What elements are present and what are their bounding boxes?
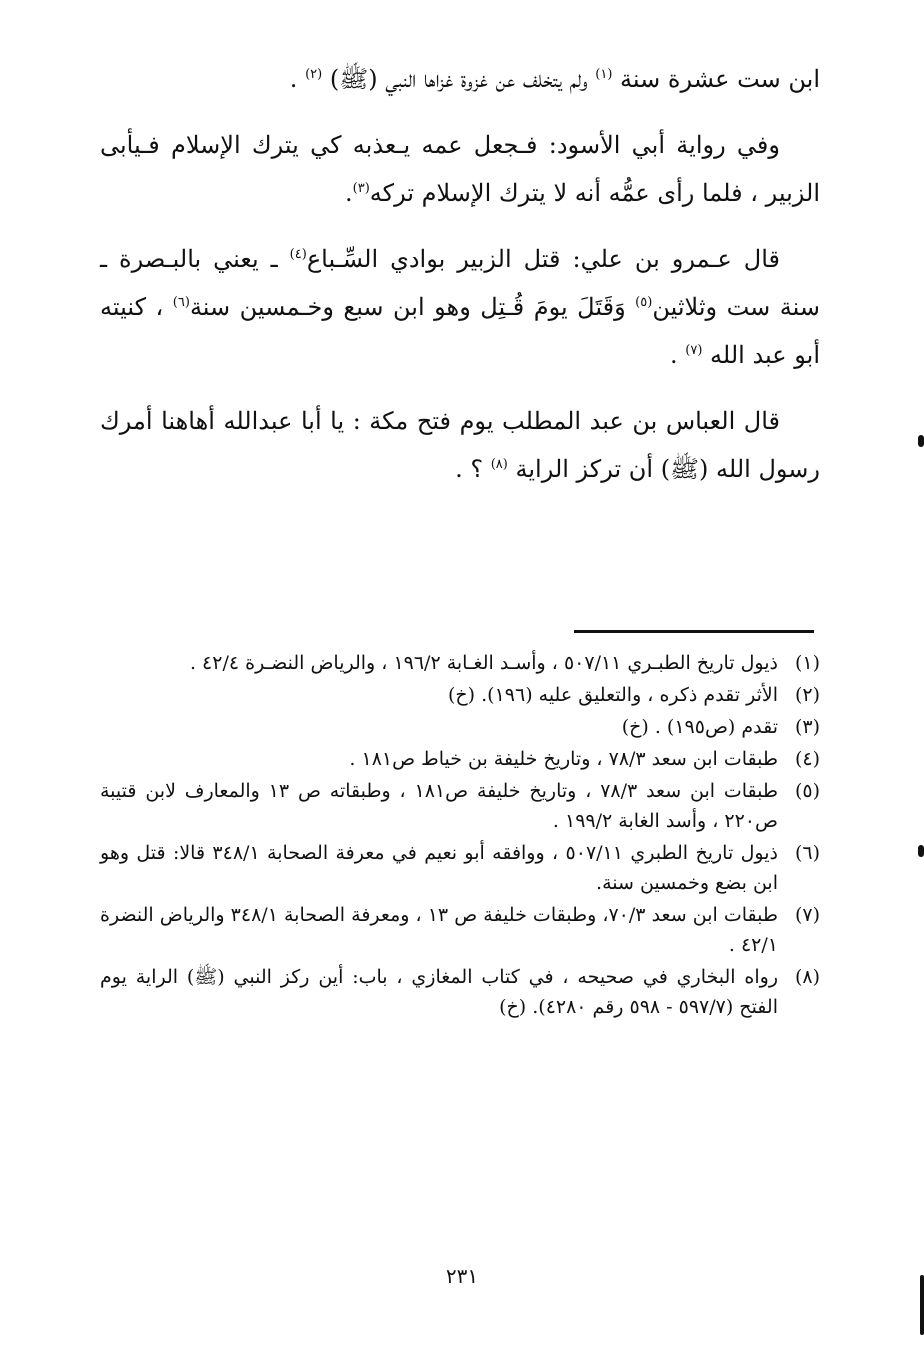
footnote-number: (٦) (794, 842, 820, 864)
footnote-number: (١) (794, 652, 820, 674)
footnote-text: ذيول تاريخ الطبري ٥٠٧/١١ ، ووافقه أبو نعيم في معرفة الصحابة ٣٤٨/١ قالا: قتل وهو ابن بضع وخمسين سنة. (100, 842, 778, 894)
footnote-ref-2[interactable]: (٢) (305, 67, 323, 82)
footnote-text: طبقات ابن سعد ٧٨/٣ ، وتاريخ خليفة بن خياط ص١٨١ . (349, 748, 778, 770)
footnote-7 (100, 900, 820, 960)
footnote-number: (٥) (794, 780, 820, 802)
footnote-5 (100, 776, 820, 836)
footnotes-section (100, 648, 820, 1024)
footnote-2 (100, 680, 820, 710)
footnote-4 (100, 744, 820, 774)
footnote-ref-4[interactable]: (٤) (289, 247, 307, 262)
footnote-8 (100, 962, 820, 1022)
footnote-ref-8[interactable]: (٨) (490, 457, 508, 472)
footnote-number: (٣) (794, 716, 820, 738)
footnote-text: الأثر تقدم ذكره ، والتعليق عليه (١٩٦). (خ) (447, 684, 778, 706)
footnote-1 (100, 648, 820, 678)
footnote-ref-6[interactable]: (٦) (172, 295, 190, 310)
footnote-number: (٧) (794, 904, 820, 926)
paragraph-1: ابن ست عشرة سنة $^{(١)}$ ولم يتخلف عن غزوة غزاها النبي (ﷺ) $^{(٢)}$ . (289, 65, 820, 93)
footnote-text: طبقات ابن سعد ٧٨/٣ ، وتاريخ خليفة ص١٨١ ، وطبقاته ص ١٣ والمعارف لابن قتيبة ص٢٢٠ ، وأسد الغابة ١٩٩/٢ . (100, 780, 779, 832)
footnote-text: تقدم (ص١٩٥) . (خ) (621, 716, 778, 738)
footnote-text: رواه البخاري في صحيحه ، في كتاب المغازي ، باب: أين ركز النبي (ﷺ) الراية يوم الفتح (٥٩٧/٧ - ٥٩٨ رقم ٤٢٨٠). (خ) (100, 966, 778, 1018)
scan-edge-mark (920, 1275, 924, 1335)
footnote-separator (574, 630, 814, 633)
scan-edge-mark (918, 435, 924, 447)
footnote-ref-1[interactable]: (١) (595, 67, 613, 82)
footnote-number: (٢) (794, 684, 820, 706)
footnote-6 (100, 838, 820, 898)
paragraph-4: قال العباس بن عبد المطلب يوم فتح مكة : يا أبا عبدالله أهاهنا أمرك رسول الله (ﷺ) أن تركز الراية $^{(٨)}$ ؟ . (100, 407, 820, 483)
paragraph-2: وفي رواية أبي الأسود: فـجعل عمه يـعذبه كي يترك الإسلام فـيأبى الزبير ، فلما رأى عمُّه أنه لا يترك الإسلام تركه$^{(٣)}$. (100, 131, 820, 207)
main-text (100, 55, 820, 511)
page-number: ٢٣١ (445, 1264, 479, 1288)
footnote-number: (٨) (794, 966, 820, 988)
paragraph-3: قال عـمرو بن علي: قتل الزبير بوادي السِّـباع$^{(٤)}$ ـ يعني بالبـصرة ـ سنة ست وثلاثين$^{(٥)}$ وَقَتَلَ يومَ قُـتِل وهو ابن سبع وخـمسين سنة$^{(٦)}$ ، كنيته أبو عبد الله $^{(٧)}$ . (100, 245, 820, 369)
footnote-ref-7[interactable]: (٧) (685, 343, 703, 358)
footnote-text: طبقات ابن سعد ٧٠/٣، وطبقات خليفة ص ١٣ ، ومعرفة الصحابة ٣٤٨/١ والرياض النضرة ٤٢/١ . (100, 904, 778, 956)
footnote-text: ذيول تاريخ الطبـري ٥٠٧/١١ ، وأسـد الغـابة ١٩٦/٢ ، والرياض النضـرة ٤٢/٤ . (189, 652, 778, 674)
footnote-ref-5[interactable]: (٥) (635, 295, 653, 310)
footnote-ref-3[interactable]: (٣) (352, 181, 370, 196)
footnote-3 (100, 712, 820, 742)
footnote-number: (٤) (794, 748, 820, 770)
scan-edge-mark (918, 845, 924, 857)
